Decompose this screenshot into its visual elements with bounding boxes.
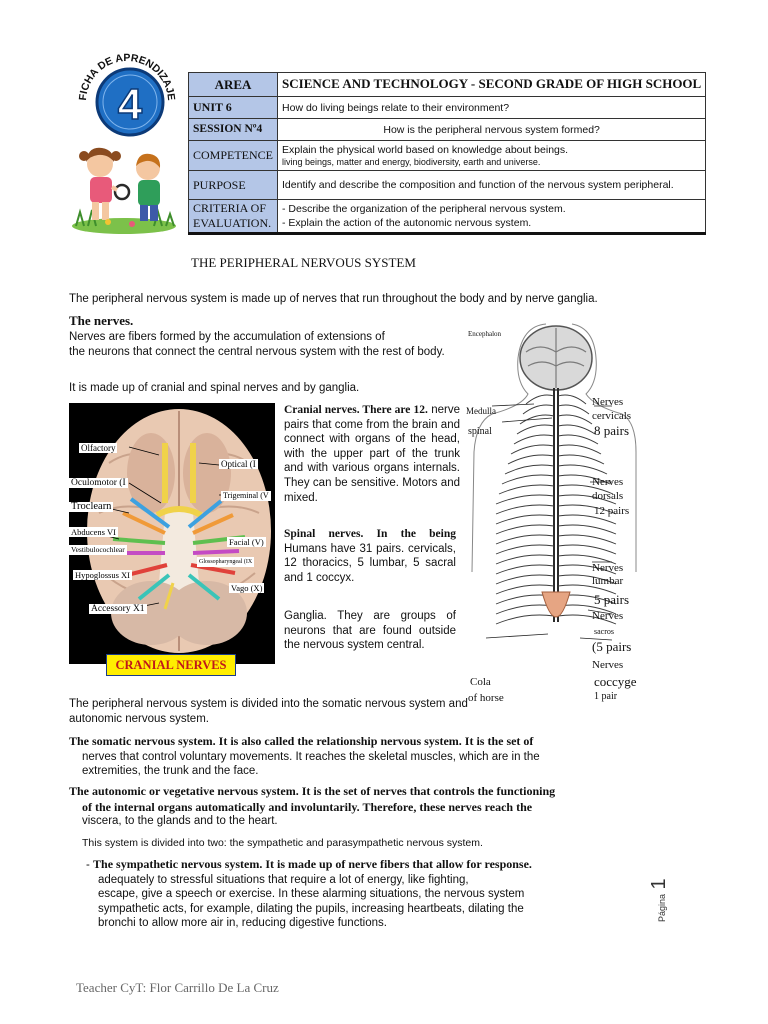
spinal-nerve-branch [496, 555, 554, 564]
purpose-label: PURPOSE [189, 171, 278, 200]
badge-arc-text: FICHA DE APRENDIZAJE [76, 51, 178, 102]
dash-marker: - [86, 859, 90, 871]
spinal-nerve-branch [496, 565, 554, 574]
autonomic-heading-line2: of the internal organs automatically and involuntarily. Therefore, these nerves reach the [82, 799, 533, 814]
spinal-nerve-branch [558, 415, 592, 424]
ficha-badge [72, 40, 182, 150]
cranial-label-vago: Vago (X) [231, 583, 263, 593]
cranial-nerves-bullet [284, 403, 460, 505]
spinal-nerve-branch [496, 505, 554, 514]
unit-value: How do living beings relate to their environment? [278, 97, 706, 119]
label-coccyx-2: coccyge [594, 674, 637, 689]
cranial-label-facial: Facial (V) [229, 537, 264, 547]
label-cervical-3: 8 pairs [594, 423, 630, 438]
ganglia-text: Ganglia. They are groups of neurons that are found outside the nervous system central. [284, 610, 456, 652]
teacher-footer: Teacher CyT: Flor Carrillo De La Cruz [76, 980, 279, 995]
sympathetic-line1: adequately to stressful situations that require a lot of energy, like fighting, [98, 873, 469, 886]
unit-label: UNIT 6 [189, 97, 278, 119]
label-cervical-2: cervicals [592, 410, 632, 422]
spinal-nerve-branch [496, 495, 554, 504]
cranial-label-olfactory: Olfactory [81, 443, 116, 453]
session-label: SESSION Nº4 [189, 119, 278, 141]
label-dorsal-1: Nerves [592, 476, 624, 488]
label-dorsal-2: dorsals [592, 490, 624, 502]
page-title: THE PERIPHERAL NERVOUS SYSTEM [191, 255, 416, 270]
spinal-nerve-branch [502, 475, 554, 484]
spinal-nerve-branch [508, 455, 554, 464]
competence-value-line1: Explain the physical world based on knowledge about beings. [282, 143, 569, 156]
spinal-nerve-branch [496, 615, 554, 624]
spinal-nerve-branch [558, 455, 604, 464]
cranial-label-abducens: Abducens VI [71, 527, 116, 537]
label-sacral-2: sacros [594, 627, 614, 636]
sympathetic-line3: sympathetic acts, for example, dilating the pupils, increasing heartbeats, dilating the [98, 902, 524, 915]
label-encephalon: Encephalon [468, 330, 502, 338]
autonomic-paragraph [69, 784, 589, 829]
cranial-nerves-heading: Cranial nerves. There are 12. [284, 404, 428, 416]
spinal-nerve-branch [514, 435, 554, 444]
page-number: 1 [648, 878, 670, 890]
label-lumbar-3: 5 pairs [594, 592, 630, 607]
spinal-nerve-branch [558, 425, 595, 434]
spinal-nerve-branch [558, 405, 589, 414]
nerves-heading: The nerves. [69, 313, 134, 328]
area-label: AREA [189, 73, 278, 97]
sympathetic-paragraph [86, 857, 606, 931]
cranial-label-glossopharyngeal: Glossopharyngeal (IX [199, 559, 253, 565]
label-medulla: Medulla [466, 406, 496, 416]
criteria-label-line2: EVALUATION. [193, 216, 272, 230]
somatic-heading: The somatic nervous system. It is also called the relationship nervous system. It is the set of [69, 734, 534, 748]
label-lumbar-1: Nerves [592, 562, 624, 574]
label-sacral-3: (5 pairs [592, 639, 632, 654]
sympathetic-line2: escape, give a speech or exercise. In these alarming situations, the nervous system [98, 888, 525, 900]
session-value: How is the peripheral nervous system formed? [278, 119, 706, 141]
spinal-nerve-branch [558, 445, 601, 454]
spinal-nerve-branch [505, 465, 554, 474]
area-value: SCIENCE AND TECHNOLOGY - SECOND GRADE OF HIGH SCHOOL [282, 76, 702, 91]
spinal-nerve-branch [496, 545, 554, 554]
spinal-nerve-branch [499, 485, 554, 494]
spinal-nerve-branch [558, 395, 586, 404]
cranial-label-troclearn: Troclearn [71, 501, 112, 512]
cranial-label-oculomotor: Oculomotor (I [71, 478, 126, 488]
spinal-nerve-branch [496, 575, 554, 584]
criteria-value-line1: - Describe the organization of the peripheral nervous system. [282, 203, 566, 215]
cranial-nerves-text: nerve pairs that come from the brain and connect with organs of the head, with the upper part of the trunk and with various organs internals. They can be sensitive. Motors and mixed. [284, 404, 461, 504]
spinal-nerve-branch [496, 605, 554, 614]
label-cola: Cola [470, 676, 491, 688]
page-word: Página [657, 893, 667, 922]
page-number-vertical [648, 878, 671, 922]
spinal-nerves-heading: Spinal nerves. In the being [284, 528, 456, 540]
spinal-nerve-branch [558, 525, 616, 534]
nerves-text-line2: the neurons that connect the central nervous system with the rest of body. [69, 346, 445, 358]
cranial-label-optical: Optical (I [221, 459, 256, 469]
label-cervical-1: Nerves [592, 396, 624, 408]
cranial-label-accessory: Accessory X1 [91, 604, 145, 614]
label-coccyx-3: 1 pair [594, 691, 618, 702]
label-sacral-1: Nerves [592, 610, 624, 622]
competence-value-line2: living beings, matter and energy, biodiversity, earth and universe. [282, 156, 541, 167]
spinal-nerve-branch [526, 395, 554, 404]
made-up-sentence: It is made up of cranial and spinal nerves and by ganglia. [69, 382, 360, 394]
cranial-nerves-figure [69, 403, 275, 664]
criteria-value-line2: - Explain the action of the autonomic nervous system. [282, 217, 532, 229]
sympathetic-line4: bronchi to allow more air in, reducing digestive functions. [98, 917, 387, 929]
cranial-label-vestibulocochlear: Vestibulocochlear [71, 545, 125, 554]
label-coccyx-1: Nerves [592, 659, 624, 671]
purpose-value: Identify and describe the composition and function of the nervous system peripheral. [278, 171, 706, 200]
spinal-nerve-branch [511, 445, 554, 454]
ganglia-bullet [284, 609, 456, 653]
kids-illustration [68, 142, 180, 236]
session-header-table [188, 72, 706, 235]
competence-label: COMPETENCE [189, 141, 278, 171]
badge-number: 4 [117, 80, 143, 129]
autonomic-heading-line1: The autonomic or vegetative nervous system. It is the set of nerves that controls the functioning [69, 784, 556, 798]
spinal-nerves-figure [462, 322, 638, 712]
spinal-nerve-branch [517, 425, 554, 434]
spinal-nerve-branch [558, 545, 616, 554]
divided-paragraph: The peripheral nervous system is divided into the somatic nervous system and autonomic nervous system. [69, 698, 468, 725]
somatic-text: nerves that control voluntary movements. It reaches the skeletal muscles, which are in the extremities, the trunk and the face. [82, 750, 540, 777]
criteria-label-line1: CRITERIA OF [193, 201, 267, 215]
somatic-paragraph [69, 734, 589, 779]
spinal-nerve-branch [558, 435, 598, 444]
spinal-nerve-branch [496, 535, 554, 544]
label-lumbar-2: lumbar [592, 575, 624, 587]
label-spinal: spinal [468, 426, 492, 437]
spinal-nerves-bullet [284, 527, 456, 585]
label-of-horse: of horse [468, 692, 504, 704]
spinal-nerve-branch [496, 515, 554, 524]
spinal-nerve-branch [523, 405, 554, 414]
spinal-nerve-branch [496, 525, 554, 534]
nerves-text-line1: Nerves are fibers formed by the accumulation of extensions of [69, 331, 385, 343]
divided-two-sentence: This system is divided into two: the sympathetic and parasympathetic nervous system. [82, 837, 483, 849]
sympathetic-heading: The sympathetic nervous system. It is made up of nerve fibers that allow for response. [93, 857, 532, 871]
autonomic-text: viscera, to the glands and to the heart. [82, 815, 278, 827]
spinal-nerve-branch [558, 535, 616, 544]
cranial-label-hypoglossus: Hypoglossus XI [75, 570, 131, 580]
cranial-label-trigeminal: Trigeminal (V [223, 491, 269, 500]
intro-paragraph: The peripheral nervous system is made up of nerves that run throughout the body and by nerve ganglia. [69, 293, 598, 305]
cranial-nerves-caption: CRANIAL NERVES [106, 654, 236, 676]
spinal-nerve-branch [558, 465, 607, 474]
label-dorsal-3: 12 pairs [594, 505, 630, 517]
spinal-nerves-text: Humans have 31 pairs. cervicals, 12 thoracics, 5 lumbar, 5 sacral and 1 coccyx. [284, 542, 456, 584]
